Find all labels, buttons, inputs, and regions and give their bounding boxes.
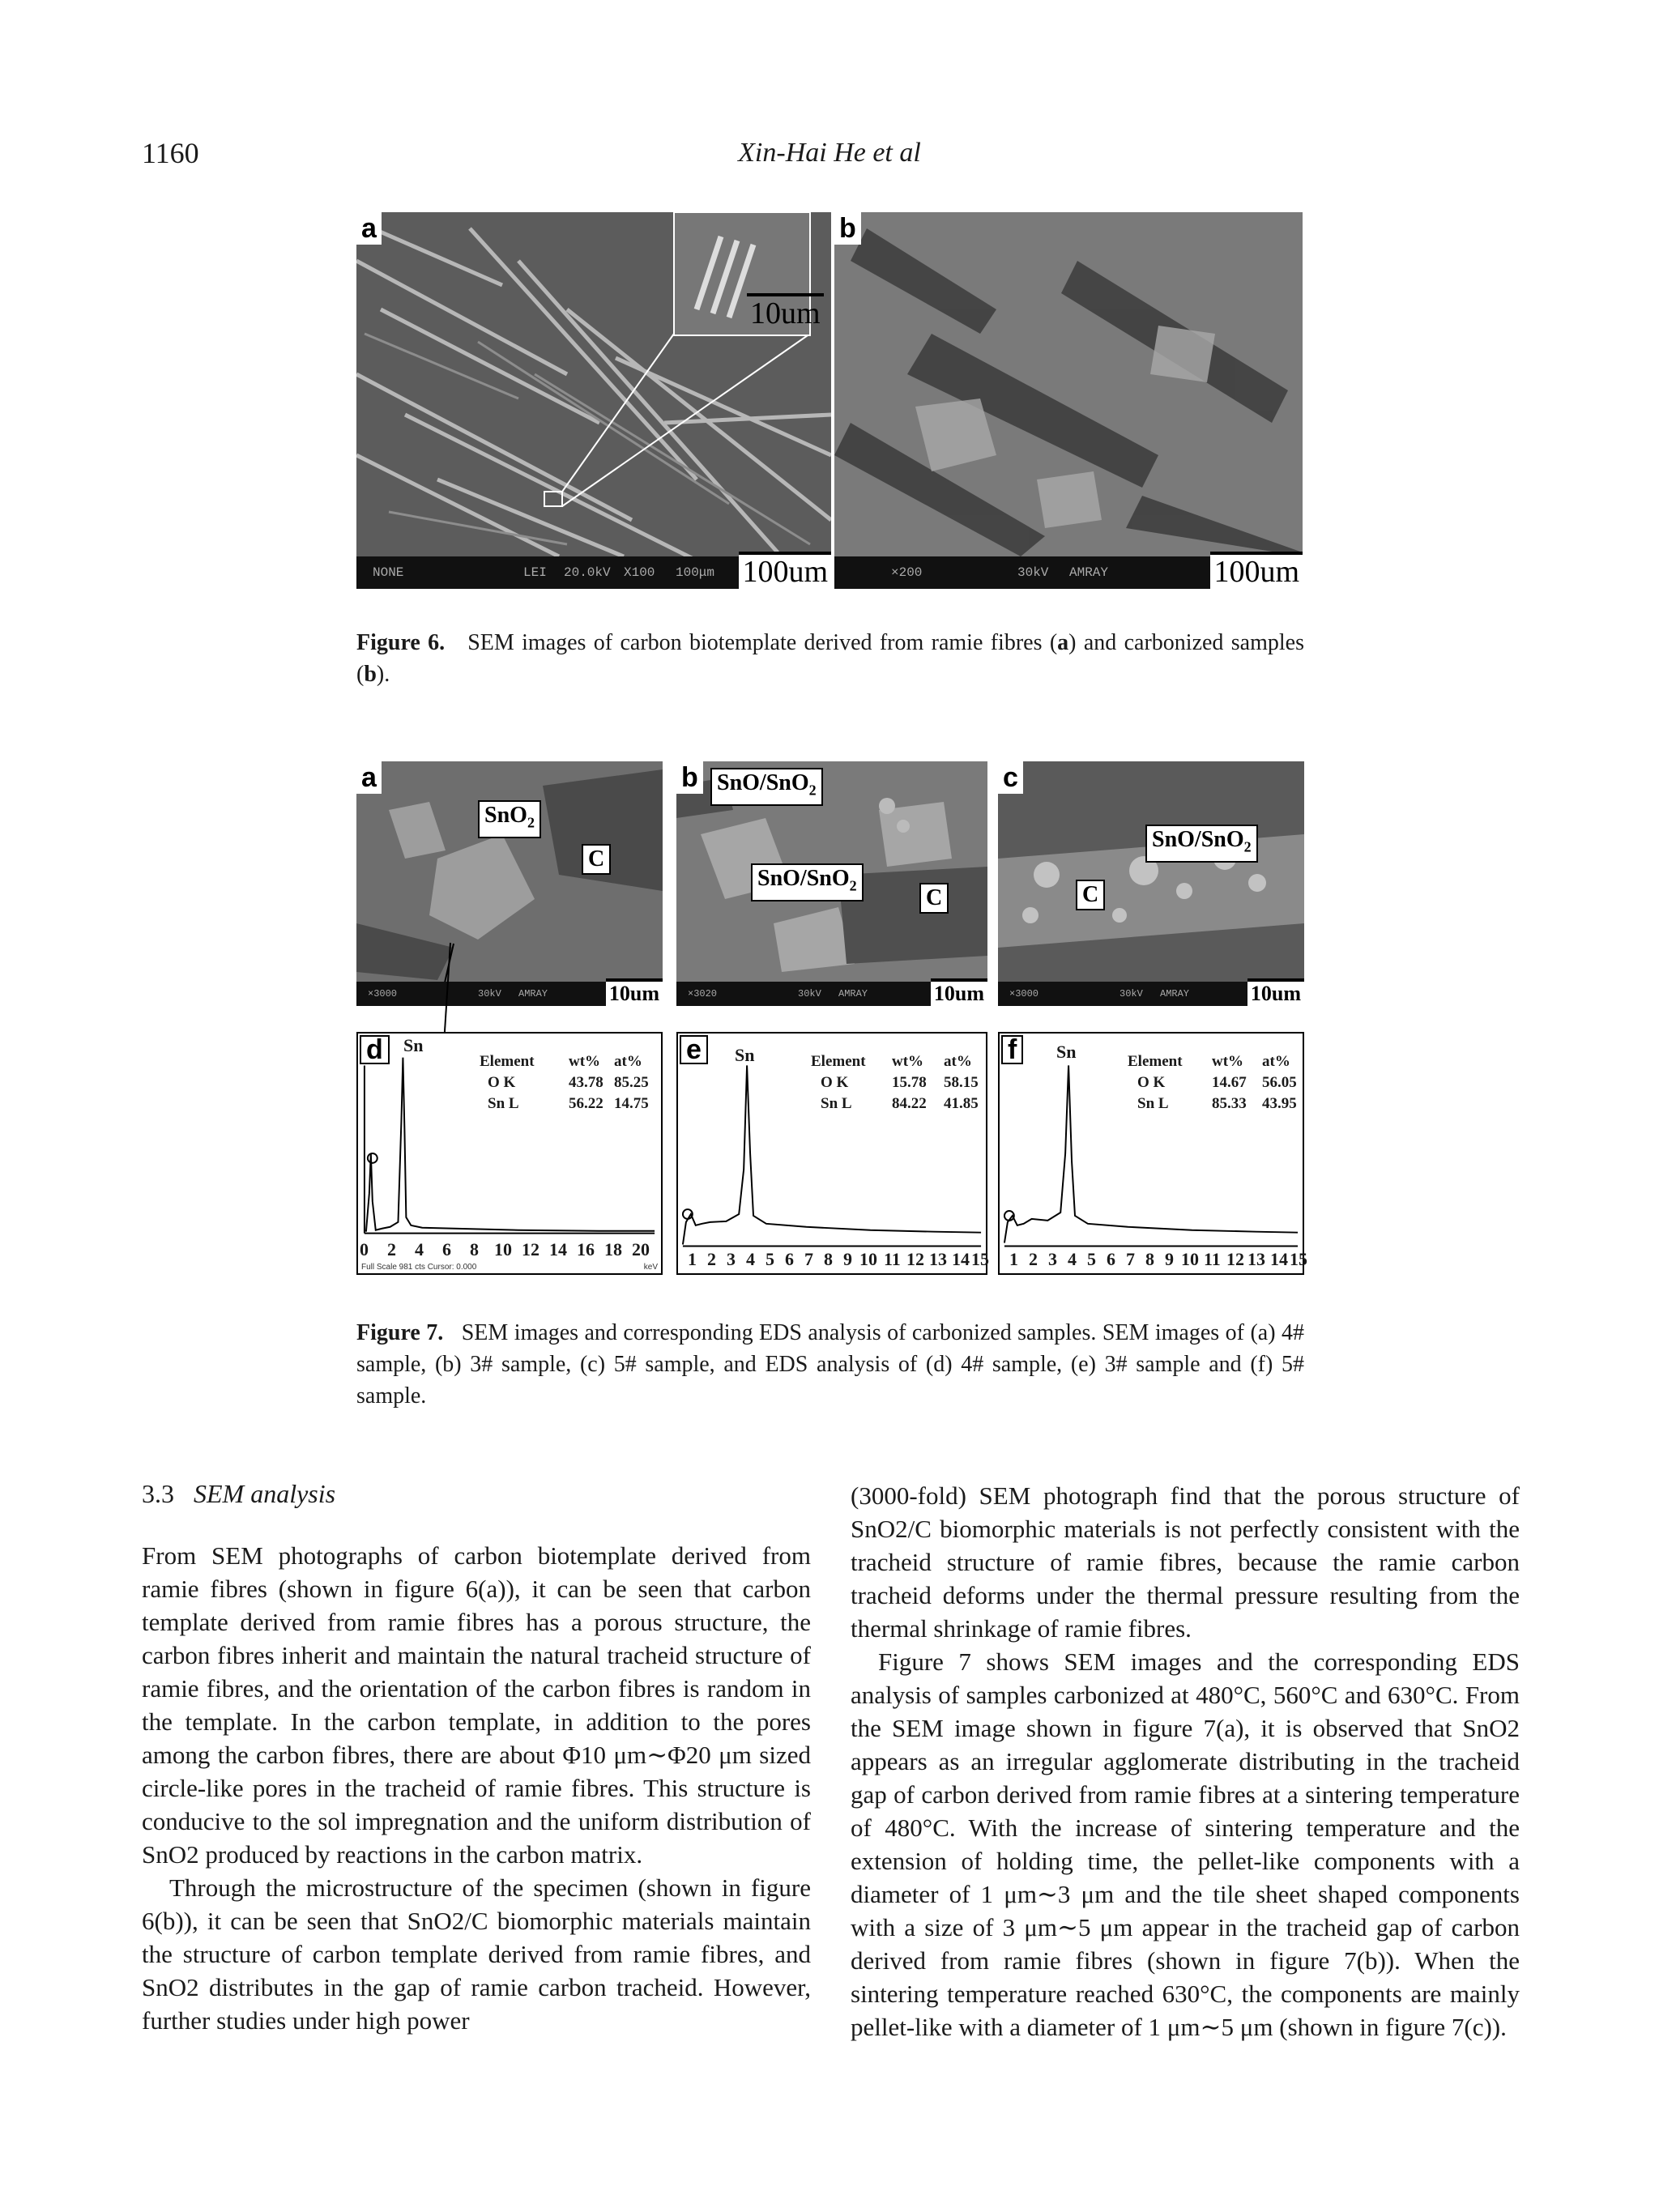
panel-letter: a: [356, 761, 382, 794]
caption-panel-ref: a: [1057, 630, 1069, 655]
tick-label: 12: [522, 1239, 539, 1259]
strip-field: AMRAY: [1069, 565, 1109, 580]
table-cell: 56.22: [569, 1095, 603, 1112]
scale-bar: 100um: [1210, 552, 1303, 589]
figure7-eds-panel-d: [356, 1032, 663, 1275]
tick-label: 3: [727, 1249, 736, 1269]
sno-sno2-label: [751, 863, 864, 901]
tick-label: 8: [470, 1239, 479, 1259]
tick-label: 14: [549, 1239, 567, 1259]
right-paragraph-2: Figure 7 shows SEM images and the corresponding EDS analysis of samples carbonized at 480°C, 560°C and 630°C. From the SEM image shown in figure 7(a), it is observed that SnO2 appears as an irregular agglomerate distributing in the tracheid gap of carbon derived from ramie fibres at a sintering temperature of 480°C. With the increase of sintering temperature and the extension of holding time, the pellet-like components with a diameter of 1 μm∼3 μm and the tile sheet shaped components with a size of 3 μm∼5 μm appear in the tracheid gap of carbon derived from ramie fibres (shown in figure 7(b)). When the sintering temperature reached 630°C, the components are mainly pellet-like with a diameter of 1 μm∼5 μm (shown in figure 7(c)).: [851, 1647, 1520, 2041]
tick-label: 5: [766, 1249, 774, 1269]
tick-label: 1: [1009, 1249, 1018, 1269]
strip-field: ×3000: [368, 988, 398, 999]
tick-label: 9: [843, 1249, 852, 1269]
scale-bar: 10um: [606, 978, 663, 1006]
carbon-label: C: [582, 844, 611, 875]
carbon-label: C: [919, 883, 949, 914]
table-header: Element: [1128, 1053, 1183, 1070]
figure7-eds-panel-f: [998, 1032, 1307, 1275]
composition-table: [811, 1051, 979, 1115]
tick-label: 6: [1107, 1249, 1115, 1269]
tick-label: 15: [971, 1249, 989, 1269]
table-header: Element: [480, 1053, 535, 1070]
tick-label: 12: [906, 1249, 924, 1269]
tick-label: 13: [1247, 1249, 1265, 1269]
strip-field: 100μm: [676, 565, 715, 580]
tick-label: 18: [604, 1239, 622, 1259]
strip-field: AMRAY: [838, 988, 868, 999]
tick-label: 7: [1126, 1249, 1135, 1269]
table-cell: 84.22: [892, 1095, 927, 1112]
tick-label: 2: [707, 1249, 716, 1269]
sno-sno2-label: [1145, 825, 1258, 863]
tick-label: 7: [804, 1249, 813, 1269]
figure7-sem-panel-c: [998, 761, 1304, 1006]
panel-letter: b: [676, 761, 703, 794]
table-header: wt%: [569, 1053, 601, 1070]
tick-label: 14: [1270, 1249, 1288, 1269]
scale-bar: 10um: [1247, 978, 1304, 1006]
caption-label: Figure 7.: [356, 1320, 444, 1345]
right-column: [851, 1479, 1520, 2044]
inset-scale-bar: 10um: [747, 293, 824, 330]
table-cell: 58.15: [944, 1074, 979, 1091]
carbon-label: C: [1076, 880, 1105, 910]
sn-peak-label: Sn: [735, 1045, 755, 1065]
strip-field: ×3000: [1009, 988, 1039, 999]
strip-field: 30kV: [1017, 565, 1049, 580]
table-cell: 85.33: [1212, 1095, 1247, 1112]
figure7-sem-panel-b: [676, 761, 987, 1006]
panel-letter: e: [680, 1035, 708, 1064]
tick-label: 5: [1087, 1249, 1096, 1269]
label-subscript: 2: [808, 782, 817, 799]
tick-label: 4: [1068, 1249, 1077, 1269]
table-header: at%: [1262, 1053, 1290, 1070]
tick-label: 12: [1226, 1249, 1244, 1269]
tick-label: 15: [1290, 1249, 1307, 1269]
table-cell: O K: [1137, 1074, 1166, 1091]
tick-label: 4: [415, 1239, 424, 1259]
eds-unit: keV: [643, 1263, 658, 1272]
figure7-eds-panel-e: [676, 1032, 987, 1275]
table-cell: Sn L: [488, 1095, 519, 1112]
table-cell: O K: [488, 1074, 516, 1091]
table-cell: O K: [821, 1074, 849, 1091]
table-cell: 43.95: [1262, 1095, 1297, 1112]
tick-label: 8: [824, 1249, 833, 1269]
table-header: at%: [944, 1053, 972, 1070]
composition-table: [1128, 1051, 1297, 1115]
figure6-caption: [356, 627, 1304, 690]
caption-text: SEM images and corresponding EDS analysis of carbonized samples. SEM images of (a) 4# sample, (b) 3# sample, (c) 5# sample, and EDS analysis of (d) 4# sample, (e) 3# sample and (f) 5# sample.: [356, 1320, 1304, 1409]
table-cell: 15.78: [892, 1074, 927, 1091]
table-cell: 43.78: [569, 1074, 603, 1091]
panel-letter: d: [360, 1035, 390, 1064]
panel-letter: a: [356, 212, 382, 245]
tick-label: 0: [360, 1239, 369, 1259]
running-head: Xin-Hai He et al: [738, 138, 921, 168]
panel-letter: b: [834, 212, 861, 245]
composition-table: [480, 1051, 649, 1115]
strip-field: 30kV: [478, 988, 501, 999]
tick-label: 3: [1048, 1249, 1057, 1269]
tick-label: 2: [387, 1239, 396, 1259]
table-header: at%: [614, 1053, 642, 1070]
strip-field: 20.0kV: [564, 565, 611, 580]
tick-label: 10: [859, 1249, 877, 1269]
left-paragraph-1: From SEM photographs of carbon biotemplate derived from ramie fibres (shown in figure 6(a)), it can be seen that carbon template derived from ramie fibres has a porous structure, the carbon fibres inherit and maintain the natural tracheid structure of ramie fibres, and the orientation of the carbon fibres is random in the template. In the carbon template, in addition to the pores among the carbon fibres, there are about Φ10 μm∼Φ20 μm sized circle-like pores in the tracheid of ramie fibres. This structure is conducive to the sol impregnation and the uniform distribution of SnO2 produced by reactions in the carbon matrix.: [142, 1541, 811, 1869]
scale-bar: 10um: [931, 978, 987, 1006]
table-cell: Sn L: [821, 1095, 852, 1112]
page-number: 1160: [142, 137, 199, 169]
sem-image: [998, 761, 1304, 1006]
scale-bar: 100um: [739, 552, 831, 589]
table-cell: 85.25: [614, 1074, 649, 1091]
strip-field: ×3020: [688, 988, 718, 999]
label-subscript: 2: [849, 877, 857, 894]
tick-label: 6: [785, 1249, 794, 1269]
section-number: 3.3: [142, 1479, 174, 1508]
strip-field: NONE: [373, 565, 404, 580]
tick-label: 13: [929, 1249, 947, 1269]
figure6-panel-b: [834, 212, 1303, 589]
table-cell: 41.85: [944, 1095, 979, 1112]
sn-peak-label: Sn: [403, 1035, 424, 1055]
caption-text: ) and carbonized samples (: [356, 630, 1304, 687]
right-paragraph-1: (3000-fold) SEM photograph find that the porous structure of SnO2/C biomorphic materials is not perfectly consistent with the tracheid structure of ramie fibres, because the ramie carbon tracheid deforms under the thermal pressure resulting from the thermal shrinkage of ramie fibres.: [851, 1481, 1520, 1643]
tick-label: 8: [1145, 1249, 1154, 1269]
label-text: SnO/SnO: [757, 866, 850, 891]
figure7-caption: [356, 1317, 1304, 1412]
caption-text: ).: [376, 662, 390, 687]
strip-field: 30kV: [798, 988, 821, 999]
caption-text: SEM images of carbon biotemplate derived from ramie fibres (: [467, 630, 1058, 655]
label-text: SnO/SnO: [717, 770, 809, 795]
label-text: SnO/SnO: [1152, 827, 1244, 852]
tick-label: 14: [952, 1249, 970, 1269]
tick-label: 16: [577, 1239, 595, 1259]
table-cell: Sn L: [1137, 1095, 1169, 1112]
strip-field: LEI: [523, 565, 547, 580]
panel-letter: f: [1001, 1035, 1023, 1064]
table-header: wt%: [892, 1053, 924, 1070]
table-cell: 14.67: [1212, 1074, 1247, 1091]
sno-sno2-label: [710, 768, 823, 806]
carbonized-sem-image: [834, 212, 1303, 589]
tick-label: 4: [746, 1249, 755, 1269]
table-cell: 56.05: [1262, 1074, 1297, 1091]
left-column: [142, 1539, 811, 2037]
tick-label: 11: [884, 1249, 901, 1269]
caption-panel-ref: b: [364, 662, 377, 687]
strip-field: 30kV: [1120, 988, 1143, 999]
left-paragraph-2: Through the microstructure of the specimen (shown in figure 6(b)), it can be seen that SnO2/C biomorphic materials maintain the structure of carbon template derived from ramie fibres, and SnO2 distributes in the gap of ramie carbon tracheid. However, further studies under high power: [142, 1873, 811, 2035]
fibre-sem-image: [356, 212, 831, 589]
tick-label: 10: [494, 1239, 512, 1259]
label-text: SnO: [484, 803, 527, 828]
eds-footer: Full Scale 981 cts Cursor: 0.000: [361, 1263, 477, 1272]
table-header: Element: [811, 1053, 866, 1070]
strip-field: ×200: [891, 565, 923, 580]
tick-label: 2: [1029, 1249, 1038, 1269]
figure6-panel-a: [356, 212, 831, 589]
panel-letter: c: [998, 761, 1023, 794]
tick-label: 10: [1181, 1249, 1199, 1269]
tick-label: 11: [1204, 1249, 1221, 1269]
sno2-label: [478, 800, 541, 838]
tick-label: 9: [1165, 1249, 1174, 1269]
section-title: SEM analysis: [194, 1479, 336, 1508]
tick-label: 6: [442, 1239, 451, 1259]
tick-label: 1: [688, 1249, 697, 1269]
table-header: wt%: [1212, 1053, 1244, 1070]
strip-field: X100: [624, 565, 655, 580]
sn-peak-label: Sn: [1056, 1042, 1077, 1062]
label-subscript: 2: [1243, 838, 1252, 855]
strip-field: AMRAY: [518, 988, 548, 999]
caption-label: Figure 6.: [356, 630, 446, 655]
tick-label: 20: [632, 1239, 650, 1259]
strip-field: AMRAY: [1160, 988, 1190, 999]
table-cell: 14.75: [614, 1095, 649, 1112]
label-subscript: 2: [527, 814, 535, 831]
section-heading: [142, 1479, 335, 1509]
